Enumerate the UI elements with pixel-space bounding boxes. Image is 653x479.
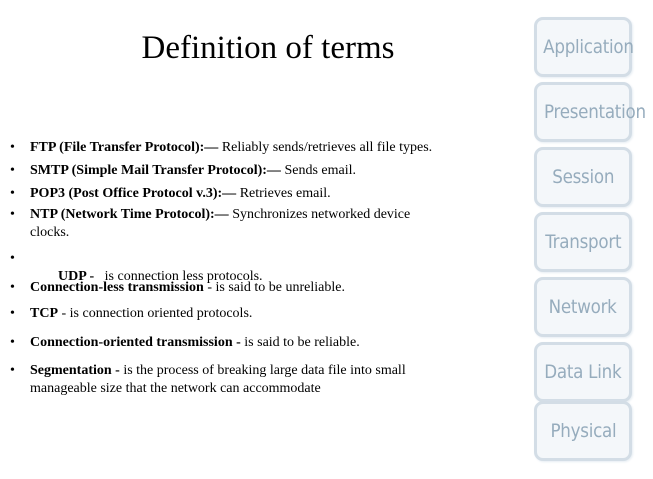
osi-layer-data-link: Data Link (534, 342, 632, 402)
term-description: is said to be reliable. (240, 335, 360, 350)
term-name: Connection-less transmission (30, 280, 204, 295)
osi-layer-session: Session (534, 147, 632, 207)
term-description-continued: clocks. (30, 225, 70, 240)
slide-title: Definition of terms (141, 30, 395, 66)
bullet-icon: • (10, 335, 15, 350)
term-description: Reliably sends/retrieves all file types. (218, 140, 433, 155)
term-description: Synchronizes networked device (228, 207, 411, 222)
term-name: POP3 (Post Office Protocol v.3):— (30, 186, 237, 201)
bullet-icon: • (10, 363, 15, 378)
term-description-continued: manageable size that the network can accommodate (30, 381, 321, 396)
osi-layer-physical: Physical (534, 401, 632, 461)
bullet-icon: • (10, 140, 15, 155)
term-description: is connection less protocols. (94, 269, 263, 284)
bullet-icon: • (10, 207, 15, 222)
term-name: Connection-oriented transmission - (30, 335, 241, 350)
osi-layer-stack (534, 17, 646, 465)
bullet-icon: • (10, 251, 15, 266)
term-name: SMTP (Simple Mail Transfer Protocol):— (30, 163, 281, 178)
term-name: NTP (Network Time Protocol):— (30, 207, 229, 222)
term-name: UDP - (58, 269, 95, 284)
osi-layer-application: Application (534, 17, 632, 77)
term-description: - is connection oriented protocols. (58, 306, 253, 321)
bullet-icon: • (10, 163, 15, 178)
osi-layer-network: Network (534, 277, 632, 337)
term-description: - is said to be unreliable. (203, 280, 345, 295)
term-description: is the process of breaking large data file into small (119, 363, 406, 378)
bullet-icon: • (10, 280, 15, 295)
bullet-icon: • (10, 306, 15, 321)
term-name: FTP (File Transfer Protocol):— (30, 140, 219, 155)
term-name: TCP (30, 306, 58, 321)
bullet-icon: • (10, 186, 15, 201)
osi-layer-presentation: Presentation (534, 82, 632, 142)
term-name: Segmentation - (30, 363, 120, 378)
osi-layer-transport: Transport (534, 212, 632, 272)
term-description: Retrieves email. (236, 186, 331, 201)
term-description: Sends email. (280, 163, 356, 178)
